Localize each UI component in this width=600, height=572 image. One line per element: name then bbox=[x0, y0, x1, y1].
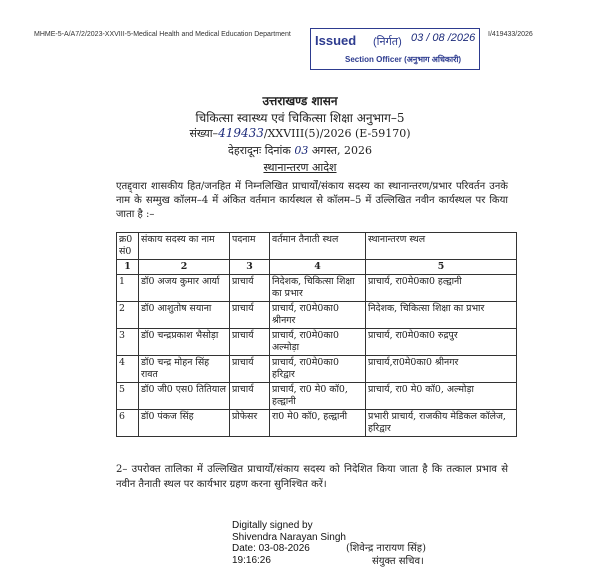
file-reference: MHME-5-A/A7/2/2023-XXVIII-5-Medical Health and Medical Education Department bbox=[34, 31, 291, 38]
signature-date: Date: 03-08-2026 bbox=[232, 543, 310, 554]
row-name: डॉ0 पंकज सिंह bbox=[139, 410, 230, 437]
department-section: चिकित्सा स्वास्थ्य एवं चिकित्सा शिक्षा अनुभाग–5 bbox=[195, 111, 405, 125]
order-date bbox=[0, 143, 600, 158]
row-designation: प्राचार्य bbox=[230, 356, 270, 383]
header-current-posting: वर्तमान तैनाती स्थल bbox=[270, 233, 366, 260]
header-transfer-posting: स्थानान्तरण स्थल bbox=[366, 233, 517, 260]
column-number: 3 bbox=[230, 260, 270, 275]
table-row bbox=[117, 410, 517, 437]
order-date-handwritten: 03 bbox=[294, 144, 309, 157]
row-serial: 1 bbox=[117, 275, 139, 302]
table-row bbox=[117, 329, 517, 356]
order-number-prefix: संख्या– bbox=[189, 127, 219, 140]
stamp-issued-hindi: (निर्गत) bbox=[373, 36, 402, 48]
table-row bbox=[117, 275, 517, 302]
row-serial: 5 bbox=[117, 383, 139, 410]
row-name: डॉ0 जी0 एस0 तितियाल bbox=[139, 383, 230, 410]
row-serial: 4 bbox=[117, 356, 139, 383]
order-body-paragraph: एतद्द्वारा शासकीय हित/जनहित में निम्नलिखित प्राचार्यों/संकाय सदस्य का स्थानान्तरण/प्रभार परिवर्तन उनके नाम के सम्मुख कॉलम–4 में अंकित वर्तमान कार्यस्थल से कॉलम–5 में उल्लिखित नवीन कार्यस्थल पर किया जाता है :– bbox=[116, 181, 508, 221]
table-row bbox=[117, 383, 517, 410]
row-current-posting: प्राचार्य, रा0मे0का0 हरिद्वार bbox=[270, 356, 366, 383]
row-current-posting: रा0 मे0 कॉ0, हल्द्वानी bbox=[270, 410, 366, 437]
signatory-name: (शिवेन्द्र नारायण सिंह) bbox=[346, 543, 427, 554]
row-designation: प्राचार्य bbox=[230, 275, 270, 302]
row-serial: 2 bbox=[117, 302, 139, 329]
table-row bbox=[117, 356, 517, 383]
signature-line: Digitally signed by bbox=[232, 520, 313, 531]
signatory-designation: संयुक्त सचिव। bbox=[372, 556, 424, 567]
row-name: डॉ0 चन्द्रप्रकाश भैसोड़ा bbox=[139, 329, 230, 356]
table-column-number-row bbox=[117, 260, 517, 275]
row-serial: 6 bbox=[117, 410, 139, 437]
order-number-suffix: /XXVIII(5)/2026 (E-59170) bbox=[263, 127, 411, 140]
table-header-row bbox=[117, 233, 517, 260]
row-current-posting: प्राचार्य, रा0मे0का0 अल्मोड़ा bbox=[270, 329, 366, 356]
column-number: 1 bbox=[117, 260, 139, 275]
signature-time: 19:16:26 bbox=[232, 554, 271, 566]
stamp-date: 03 / 08 /2026 bbox=[411, 32, 476, 44]
header-name: संकाय सदस्य का नाम bbox=[139, 233, 230, 260]
stamp-officer: Section Officer (अनुभाग अधिकारी) bbox=[345, 55, 462, 64]
row-designation: प्राचार्य bbox=[230, 383, 270, 410]
row-transfer-posting: प्रभारी प्राचार्य, राजकीय मेडिकल कॉलेज, हरिद्वार bbox=[366, 410, 517, 437]
row-name: डॉ0 आशुतोष सयाना bbox=[139, 302, 230, 329]
row-transfer-posting: प्राचार्य, रा0मे0का0 रुद्रपुर bbox=[366, 329, 517, 356]
letter-reference: I/419433/2026 bbox=[488, 31, 533, 38]
column-number: 2 bbox=[139, 260, 230, 275]
header-designation: पदनाम bbox=[230, 233, 270, 260]
row-transfer-posting: प्राचार्य, रा0 मे0 कॉ0, अल्मोड़ा bbox=[366, 383, 517, 410]
row-transfer-posting: प्राचार्य, रा0मे0का0 हल्द्वानी bbox=[366, 275, 517, 302]
table-row bbox=[117, 302, 517, 329]
government-name: उत्तराखण्ड शासन bbox=[262, 94, 338, 108]
row-current-posting: निदेशक, चिकित्सा शिक्षा का प्रभार bbox=[270, 275, 366, 302]
header-serial: क्र0 सं0 bbox=[117, 233, 139, 260]
digital-signature-block bbox=[232, 520, 346, 566]
order-instruction-paragraph: 2– उपरोक्त तालिका में उल्लिखित प्राचार्यों/संकाय सदस्य को निदेशित किया जाता है कि तत्काल प्रभाव से नवीन तैनाती स्थल पर कार्यभार ग्रहण करना सुनिश्चित करें। bbox=[116, 464, 508, 490]
row-designation: प्राचार्य bbox=[230, 329, 270, 356]
row-current-posting: प्राचार्य, रा0 मे0 कॉ0, हल्द्वानी bbox=[270, 383, 366, 410]
order-number bbox=[0, 126, 600, 141]
order-date-suffix: अगस्त, 2026 bbox=[311, 144, 372, 157]
signature-signer: Shivendra Narayan Singh bbox=[232, 531, 346, 543]
transfer-table bbox=[116, 232, 517, 437]
order-number-handwritten: 419433 bbox=[218, 126, 264, 140]
row-designation: प्राचार्य bbox=[230, 302, 270, 329]
row-transfer-posting: प्राचार्य,रा0मे0का0 श्रीनगर bbox=[366, 356, 517, 383]
order-date-prefix: देहरादूनः दिनांक bbox=[228, 144, 291, 157]
row-name: डॉ0 चन्द्र मोहन सिंह रावत bbox=[139, 356, 230, 383]
column-number: 5 bbox=[366, 260, 517, 275]
row-serial: 3 bbox=[117, 329, 139, 356]
issued-stamp bbox=[310, 28, 480, 70]
column-number: 4 bbox=[270, 260, 366, 275]
stamp-issued-label: Issued bbox=[315, 33, 357, 48]
row-transfer-posting: निदेशक, चिकित्सा शिक्षा का प्रभार bbox=[366, 302, 517, 329]
row-name: डॉ0 अजय कुमार आर्या bbox=[139, 275, 230, 302]
order-heading: स्थानान्तरण आदेश bbox=[263, 161, 337, 174]
row-designation: प्रोफेसर bbox=[230, 410, 270, 437]
row-current-posting: प्राचार्य, रा0मे0का0 श्रीनगर bbox=[270, 302, 366, 329]
